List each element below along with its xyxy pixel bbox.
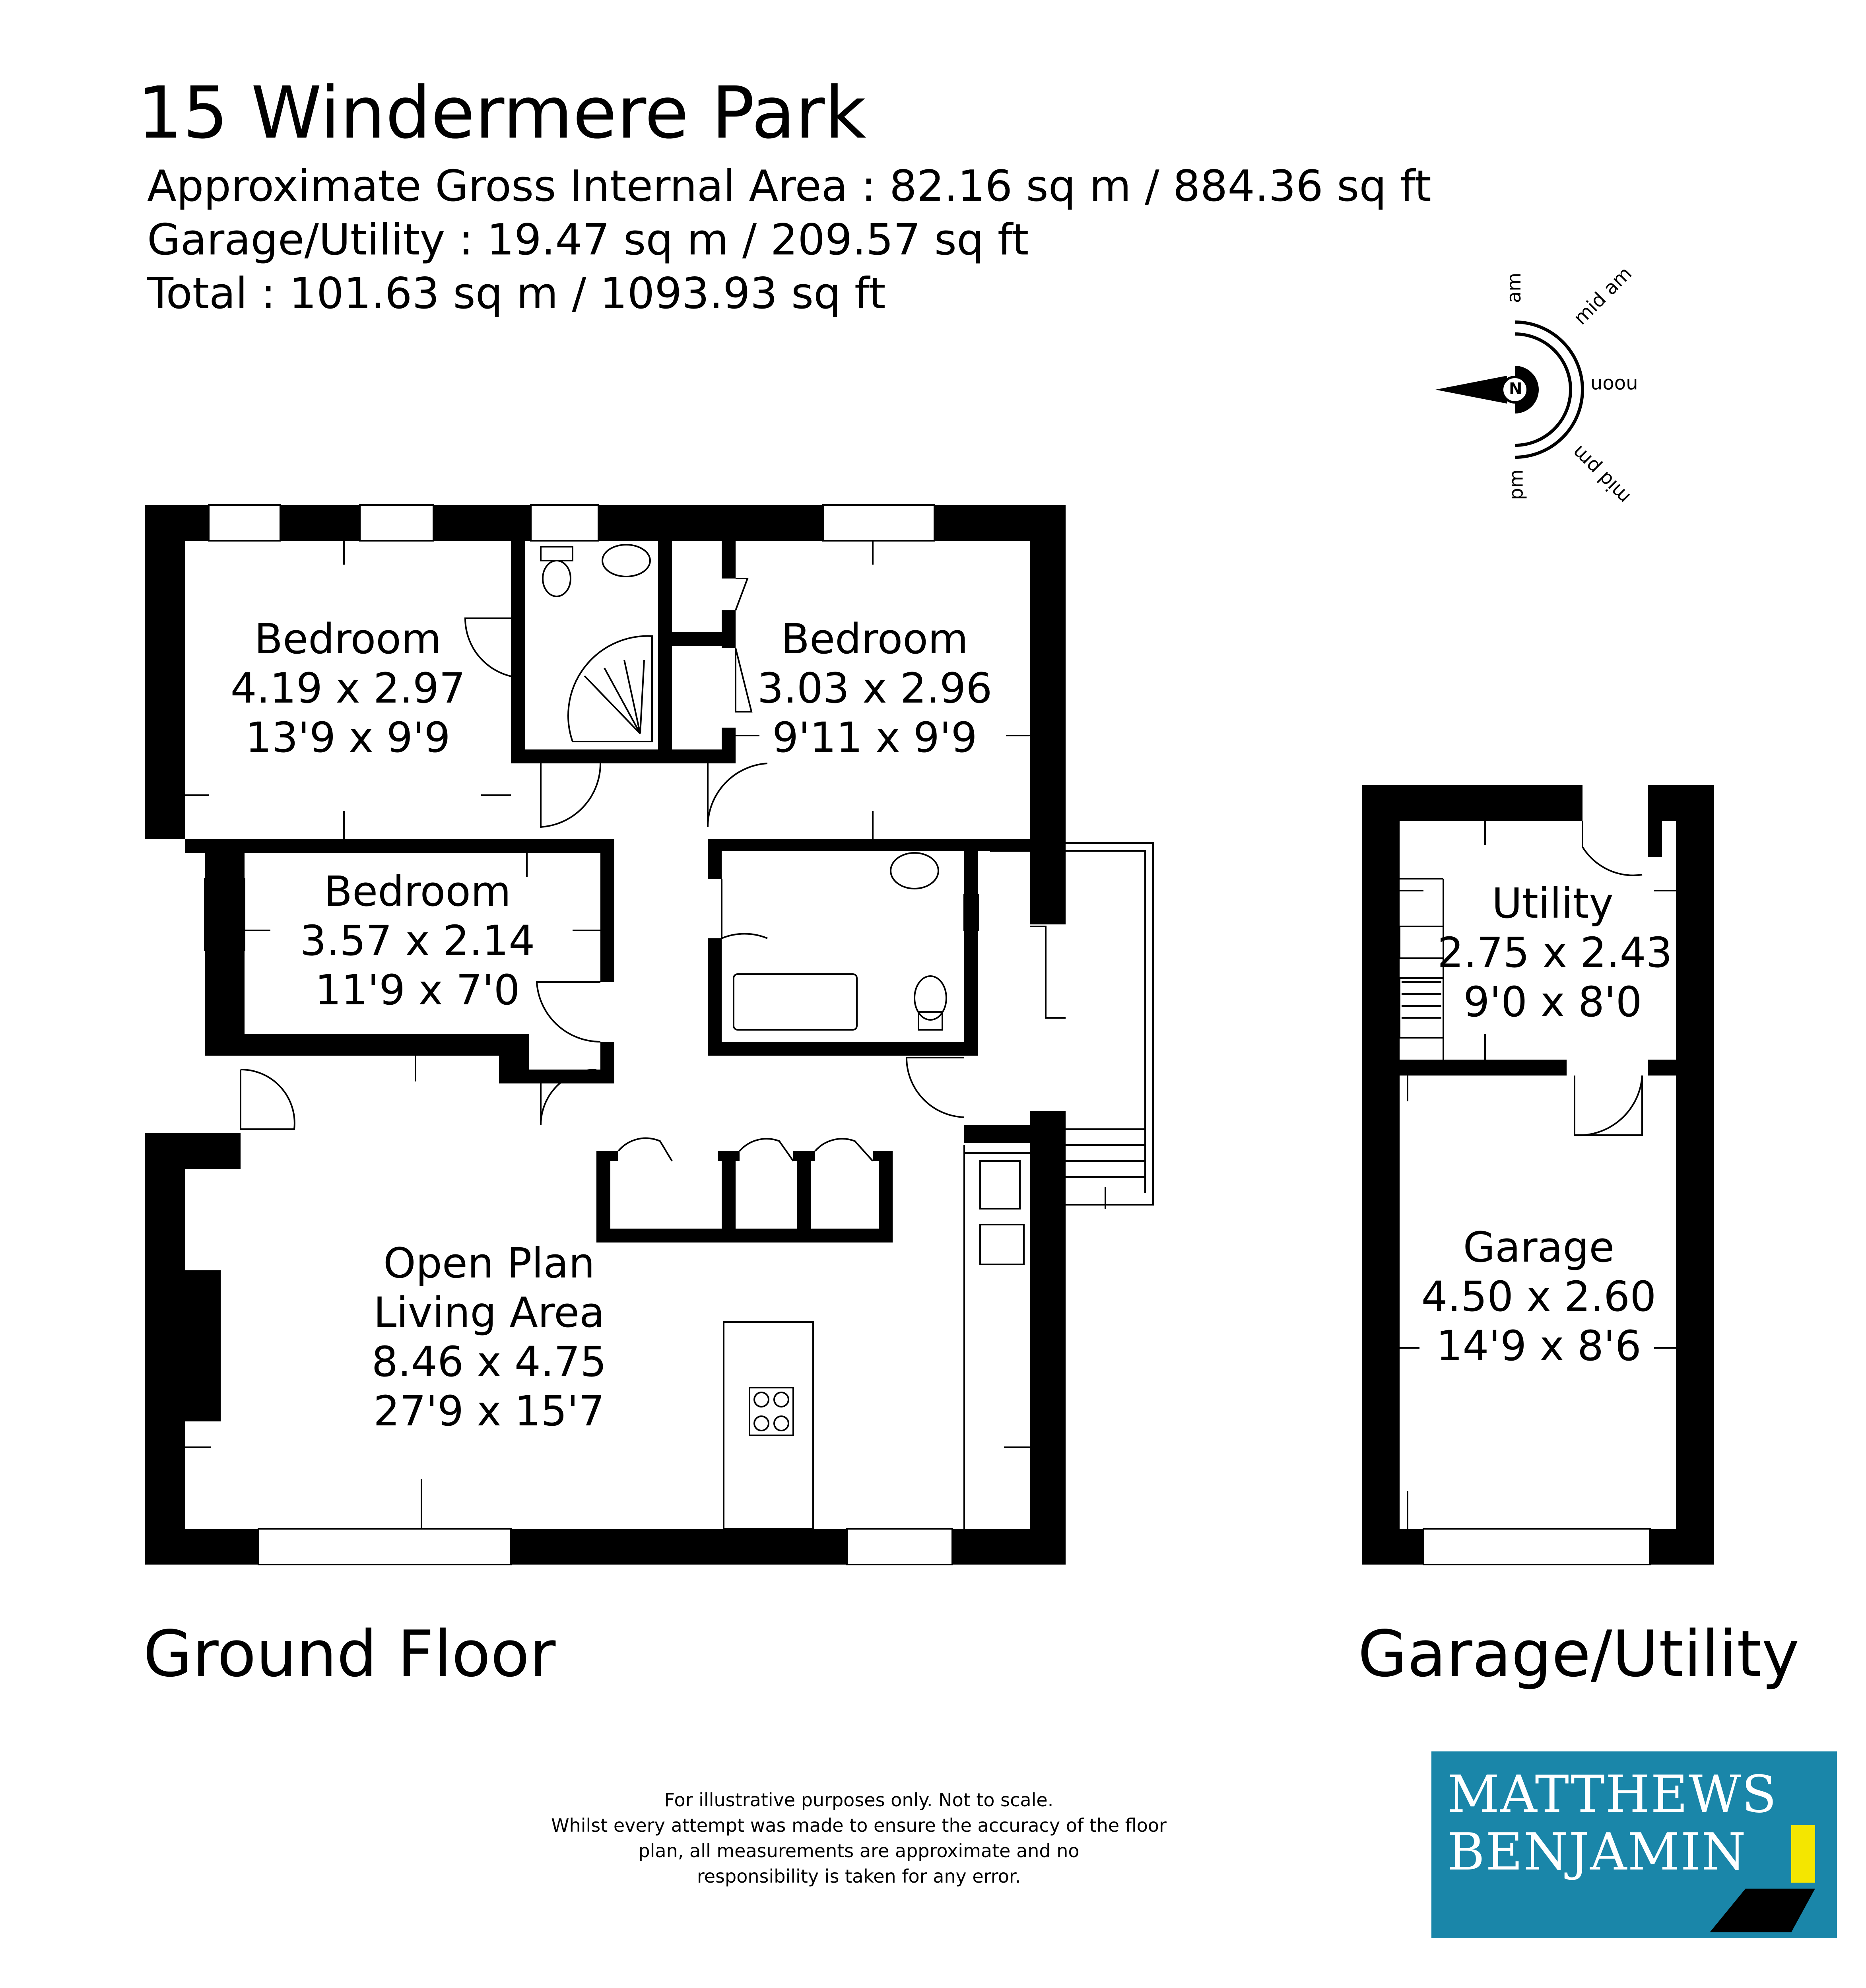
room-name: Bedroom xyxy=(324,867,511,916)
room-garage xyxy=(1419,1223,1658,1371)
plan-title: 15 Windermere Park xyxy=(137,72,866,155)
room-bedroom-3 xyxy=(298,867,537,1015)
room-metric: 3.03 x 2.96 xyxy=(757,664,992,712)
disclaimer xyxy=(501,1787,1217,1889)
compass-north-letter: N xyxy=(1509,380,1522,398)
compass-label-mid-pm: mid pm xyxy=(1567,441,1635,509)
ground-floor-label: Ground Floor xyxy=(143,1617,556,1691)
room-metric: 4.50 x 2.60 xyxy=(1421,1272,1656,1321)
logo-stair-icon xyxy=(1431,1751,1837,1938)
compass-label-mid-am: mid am xyxy=(1569,262,1637,330)
room-imperial: 14'9 x 8'6 xyxy=(1436,1322,1641,1370)
room-name: Open Plan xyxy=(383,1239,595,1287)
room-imperial: 9'11 x 9'9 xyxy=(772,713,977,762)
room-utility xyxy=(1437,879,1672,1027)
room-name: Utility xyxy=(1492,879,1614,928)
disclaimer-line: plan, all measurements are approximate and no xyxy=(638,1840,1080,1862)
room-bedroom-1 xyxy=(229,614,467,762)
room-bedroom-2 xyxy=(755,614,994,762)
garage-utility-area: Garage/Utility : 19.47 sq m / 209.57 sq ft xyxy=(147,215,1029,265)
room-name: Bedroom xyxy=(781,615,969,663)
compass-label-pm: pm xyxy=(1505,469,1528,500)
room-metric: 2.75 x 2.43 xyxy=(1437,928,1672,977)
room-imperial: 27'9 x 15'7 xyxy=(373,1387,605,1435)
room-open-plan-living-area xyxy=(358,1239,620,1436)
logo-line-1: MATTHEWS xyxy=(1447,1765,1777,1824)
room-imperial: 13'9 x 9'9 xyxy=(245,713,450,762)
room-metric: 3.57 x 2.14 xyxy=(300,916,535,965)
room-name-line-2: Living Area xyxy=(373,1288,605,1337)
room-metric: 4.19 x 2.97 xyxy=(230,664,466,712)
room-metric: 8.46 x 4.75 xyxy=(371,1338,607,1386)
disclaimer-line: For illustrative purposes only. Not to scale. xyxy=(664,1789,1054,1811)
gross-internal-area: Approximate Gross Internal Area : 82.16 sq m / 884.36 sq ft xyxy=(147,161,1431,211)
total-area: Total : 101.63 sq m / 1093.93 sq ft xyxy=(147,269,886,318)
room-imperial: 9'0 x 8'0 xyxy=(1463,978,1642,1026)
matthews-benjamin-logo xyxy=(1431,1751,1837,1938)
compass-label-am: am xyxy=(1503,272,1526,303)
disclaimer-line: Whilst every attempt was made to ensure the accuracy of the floor xyxy=(551,1815,1167,1836)
disclaimer-line: responsibility is taken for any error. xyxy=(697,1866,1021,1887)
room-name: Bedroom xyxy=(254,615,442,663)
garage-utility-label: Garage/Utility xyxy=(1358,1617,1800,1691)
room-imperial: 11'9 x 7'0 xyxy=(315,966,520,1014)
compass-label-noon: noon xyxy=(1590,374,1638,396)
room-name: Garage xyxy=(1463,1223,1615,1272)
logo-line-2: BENJAMIN xyxy=(1447,1823,1747,1882)
